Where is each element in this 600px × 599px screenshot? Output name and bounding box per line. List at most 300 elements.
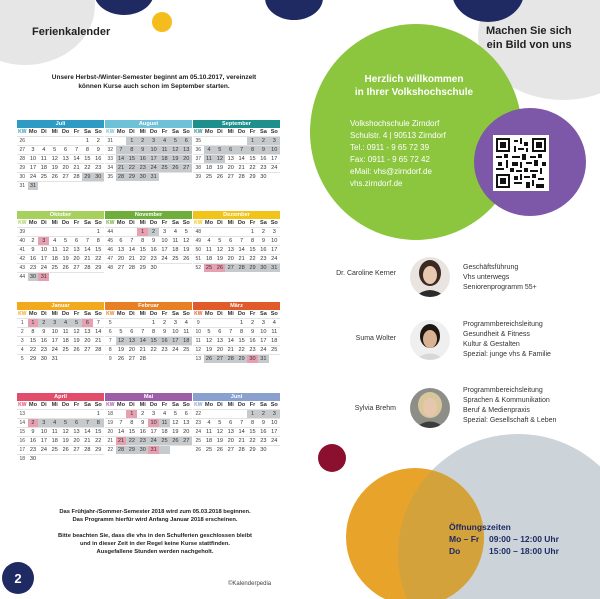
weekday-label: Do <box>149 311 158 317</box>
day-cell: 28 <box>238 447 245 453</box>
day-cell <box>170 446 181 454</box>
day-cell: 17 <box>260 338 267 344</box>
day-cell: 21 <box>116 437 127 445</box>
day-cell: 1 <box>152 320 156 326</box>
day-cell <box>269 355 280 363</box>
day-cell: 17 <box>271 247 278 253</box>
day-cell <box>38 410 49 418</box>
week-number: 33 <box>107 156 114 162</box>
day-cell <box>204 228 215 236</box>
address-phone[interactable]: Tel.: 0911 - 9 65 72 39 <box>350 143 430 152</box>
week-row <box>105 254 192 263</box>
day-cell <box>60 273 71 281</box>
day-cell: 23 <box>137 437 148 445</box>
weekday-label: Do <box>237 129 246 135</box>
day-cell <box>71 137 82 145</box>
day-cell: 26 <box>117 356 125 362</box>
day-cell <box>170 173 181 181</box>
day-cell: 24 <box>51 347 58 353</box>
month-name: Mai <box>105 393 192 401</box>
day-cell: 21 <box>95 338 102 344</box>
day-cell <box>82 410 93 418</box>
day-cell: 27 <box>214 355 225 363</box>
week-number: 11 <box>195 338 201 344</box>
week-number-header: KW <box>106 129 115 135</box>
day-cell <box>38 137 49 145</box>
week-row <box>193 145 280 154</box>
day-cell: 28 <box>95 347 102 353</box>
day-cell: 9 <box>137 146 148 154</box>
week-row <box>105 318 192 327</box>
day-cell: 12 <box>170 146 181 154</box>
day-cell: 22 <box>126 164 137 172</box>
day-cell: 24 <box>148 437 159 445</box>
weekday-header <box>17 128 104 136</box>
weekday-label: Do <box>61 129 70 135</box>
weekday-label: Di <box>217 311 223 317</box>
day-cell: 23 <box>29 265 37 271</box>
day-cell: 28 <box>225 355 236 363</box>
day-cell: 16 <box>159 337 170 345</box>
day-cell: 28 <box>238 174 245 180</box>
day-cell: 21 <box>73 165 80 171</box>
week-number: 46 <box>107 247 114 253</box>
page-title: Ferienkalender <box>32 26 111 38</box>
staff-role: Beruf & Medienpraxis <box>463 407 530 414</box>
note-line: Das Programm hierfür wird Anfang Januar 2018 erscheinen. <box>72 517 238 523</box>
day-cell <box>225 228 236 236</box>
day-cell: 28 <box>128 265 135 271</box>
weekday-label: Sa <box>171 220 179 226</box>
opening-hours-row <box>449 545 559 557</box>
note-spacer <box>20 524 290 532</box>
weekday-label: Do <box>61 220 70 226</box>
weekday-header <box>17 219 104 227</box>
day-cell <box>159 173 170 181</box>
day-cell <box>170 355 181 363</box>
month-calendar <box>105 393 192 454</box>
day-cell <box>181 355 192 363</box>
day-cell <box>60 410 71 418</box>
week-number: 34 <box>107 165 114 171</box>
day-cell <box>204 137 215 145</box>
day-cell: 17 <box>161 247 168 253</box>
day-cell: 20 <box>227 438 234 444</box>
day-cell: 15 <box>126 155 137 163</box>
week-row <box>193 136 280 145</box>
staff-role: Sprachen & Kommunikation <box>463 397 550 404</box>
day-cell: 16 <box>137 155 148 163</box>
day-cell <box>28 228 39 236</box>
weekday-label: Mi <box>139 311 146 317</box>
decor-circle-red <box>318 444 346 472</box>
day-cell: 6 <box>181 137 192 145</box>
day-cell: 2 <box>31 238 35 244</box>
week-number: 49 <box>195 238 202 244</box>
week-number-header: KW <box>106 220 115 226</box>
day-cell: 3 <box>148 137 159 145</box>
note-line: Das Frühjahr-/Sommer-Semester 2018 wird zum 05.03.2018 beginnen. <box>59 509 251 515</box>
week-number: 28 <box>19 156 26 162</box>
week-number: 40 <box>19 238 26 244</box>
week-number: 17 <box>19 447 26 453</box>
week-number: 25 <box>195 438 202 444</box>
day-cell: 5 <box>170 137 181 145</box>
weekday-label: Fr <box>249 129 256 135</box>
day-cell: 10 <box>161 238 168 244</box>
day-cell <box>82 228 93 236</box>
day-cell: 24 <box>161 256 168 262</box>
week-number: 7 <box>108 338 112 344</box>
weekday-label: Mi <box>139 220 146 226</box>
day-cell: 24 <box>40 447 47 453</box>
week-number: 6 <box>108 329 112 335</box>
day-cell: 15 <box>29 338 37 344</box>
weekday-label: Di <box>217 129 223 135</box>
month-name: August <box>105 120 192 128</box>
weekday-label: Fr <box>161 402 168 408</box>
day-cell: 12 <box>62 247 69 253</box>
address-line: Schulstr. 4 | 90513 Zirndorf <box>350 131 446 140</box>
day-cell <box>170 264 181 272</box>
day-cell: 6 <box>218 329 222 335</box>
weekday-label: Fr <box>73 220 80 226</box>
welcome-line: Herzlich willkommen <box>364 74 464 85</box>
day-cell: 3 <box>173 320 177 326</box>
week-number-header: KW <box>194 402 203 408</box>
day-cell: 13 <box>181 146 192 154</box>
day-cell: 25 <box>271 347 278 353</box>
week-number: 36 <box>195 147 202 153</box>
week-number: 5 <box>108 320 112 326</box>
day-cell: 27 <box>181 164 192 172</box>
month-name: September <box>193 120 280 128</box>
week-number: 22 <box>195 411 202 417</box>
day-cell: 14 <box>117 429 125 435</box>
qr-code-icon[interactable] <box>493 135 549 191</box>
day-cell: 2 <box>258 137 269 145</box>
day-cell: 21 <box>238 438 245 444</box>
day-cell: 15 <box>238 338 245 344</box>
day-cell: 7 <box>85 238 89 244</box>
day-cell: 14 <box>84 429 91 435</box>
week-number: 42 <box>19 256 26 262</box>
week-number: 44 <box>19 274 26 280</box>
day-cell <box>137 319 148 327</box>
weekday-header <box>193 401 280 409</box>
month-calendar <box>17 120 104 190</box>
day-cell: 20 <box>73 256 80 262</box>
day-cell <box>116 410 127 418</box>
week-row <box>193 318 280 327</box>
day-cell <box>236 410 247 418</box>
day-cell: 17 <box>148 155 159 163</box>
day-cell: 5 <box>214 146 225 154</box>
day-cell: 6 <box>130 329 134 335</box>
day-cell: 16 <box>260 156 267 162</box>
opening-hours <box>449 521 559 557</box>
decor-circle-navy <box>94 0 154 15</box>
weekday-label: Do <box>149 402 158 408</box>
day-cell: 6 <box>225 146 236 154</box>
day-cell: 6 <box>74 238 79 244</box>
week-row <box>105 136 192 145</box>
day-cell: 4 <box>207 238 211 244</box>
staff-role: Spezial: Gesellschaft & Leben <box>463 417 557 424</box>
week-number-header: KW <box>18 129 27 135</box>
day-cell <box>60 137 71 145</box>
day-cell: 3 <box>152 411 156 417</box>
day-cell: 29 <box>139 265 146 271</box>
week-row <box>193 345 280 354</box>
day-cell: 29 <box>249 447 256 453</box>
day-cell: 5 <box>207 329 211 335</box>
day-cell: 13 <box>216 338 223 344</box>
day-cell: 10 <box>51 329 58 335</box>
day-cell <box>49 455 60 463</box>
weekday-label: Do <box>149 129 158 135</box>
day-cell <box>49 182 60 190</box>
opening-hours-row <box>449 533 559 545</box>
week-number: 39 <box>195 174 202 180</box>
day-cell <box>49 273 60 281</box>
day-cell <box>60 228 71 236</box>
week-row <box>17 254 104 263</box>
day-cell: 13 <box>84 329 91 335</box>
day-cell <box>225 319 236 327</box>
weekday-label: Sa <box>259 220 267 226</box>
week-number-header: KW <box>18 311 27 317</box>
day-cell <box>225 137 236 145</box>
weekday-label: Di <box>41 402 47 408</box>
day-cell: 30 <box>137 173 148 181</box>
day-cell: 21 <box>84 256 91 262</box>
day-cell: 1 <box>247 137 258 145</box>
day-cell: 25 <box>159 437 170 445</box>
day-cell: 23 <box>260 165 267 171</box>
weekday-label: Sa <box>83 129 91 135</box>
weekday-label: Mi <box>139 129 146 135</box>
day-cell: 23 <box>137 164 148 172</box>
day-cell: 12 <box>183 238 190 244</box>
weekday-label: Mo <box>204 402 213 408</box>
staff-photo-avatar <box>410 388 450 428</box>
week-number: 3 <box>20 338 24 344</box>
day-cell <box>71 455 82 463</box>
day-cell: 6 <box>184 411 188 417</box>
day-cell: 31 <box>258 355 269 363</box>
day-cell <box>82 273 93 281</box>
day-cell: 8 <box>250 420 255 426</box>
day-cell: 15 <box>95 429 102 435</box>
weekday-label: Mo <box>28 220 37 226</box>
day-cell: 19 <box>73 338 80 344</box>
day-cell: 19 <box>216 438 223 444</box>
day-cell: 18 <box>40 165 47 171</box>
day-cell: 29 <box>247 264 258 272</box>
day-cell: 2 <box>137 137 148 145</box>
day-cell: 14 <box>128 247 135 253</box>
address-fax: Fax: 0911 - 9 65 72 42 <box>350 155 430 164</box>
day-cell <box>49 137 60 145</box>
week-number: 30 <box>19 174 26 180</box>
weekday-header <box>17 310 104 318</box>
day-cell: 5 <box>173 411 177 417</box>
day-cell <box>38 455 49 463</box>
month-name: April <box>17 393 104 401</box>
week-number: 47 <box>107 256 114 262</box>
day-cell <box>214 410 225 418</box>
day-cell: 25 <box>205 174 213 180</box>
weekday-label: Fr <box>249 402 256 408</box>
day-cell <box>126 228 137 236</box>
staff-roles <box>463 320 551 360</box>
week-number: 48 <box>107 265 114 271</box>
week-row <box>105 236 192 245</box>
weekday-label: Sa <box>83 402 91 408</box>
day-cell: 9 <box>42 329 46 335</box>
day-cell: 15 <box>249 429 256 435</box>
day-cell: 27 <box>227 174 234 180</box>
week-row <box>17 227 104 236</box>
staff-photo-avatar <box>410 320 450 360</box>
day-cell: 3 <box>38 237 49 245</box>
weekday-label: So <box>270 220 278 226</box>
day-cell: 2 <box>96 138 100 144</box>
weekday-label: Mi <box>227 129 234 135</box>
day-cell: 16 <box>249 338 256 344</box>
day-cell <box>214 319 225 327</box>
day-cell: 21 <box>139 347 146 353</box>
day-cell: 27 <box>117 265 125 271</box>
weekday-header <box>193 310 280 318</box>
weekday-label: So <box>94 402 102 408</box>
day-cell: 22 <box>95 256 102 262</box>
month-calendar <box>193 120 280 181</box>
day-cell: 22 <box>95 438 102 444</box>
day-cell: 4 <box>53 238 57 244</box>
weekday-label: Fr <box>73 129 80 135</box>
day-cell: 1 <box>96 229 100 235</box>
month-name: Januar <box>17 302 104 310</box>
day-cell: 21 <box>238 256 245 262</box>
week-number: 10 <box>195 329 202 335</box>
weekday-label: So <box>94 220 102 226</box>
week-number: 18 <box>19 456 26 462</box>
week-number: 51 <box>195 256 202 262</box>
day-cell: 5 <box>53 147 57 153</box>
address-email[interactable]: eMail: vhs@zirndorf.de <box>350 167 432 176</box>
day-cell: 10 <box>148 419 159 427</box>
week-row <box>17 354 104 363</box>
day-cell: 19 <box>117 347 125 353</box>
week-number: 4 <box>20 347 24 353</box>
weekday-header <box>105 128 192 136</box>
day-cell: 1 <box>240 320 244 326</box>
day-cell: 4 <box>272 320 276 326</box>
day-cell: 22 <box>126 437 137 445</box>
day-cell: 7 <box>74 147 79 153</box>
day-cell: 8 <box>93 419 104 427</box>
day-cell: 13 <box>183 420 190 426</box>
week-row <box>193 236 280 245</box>
day-cell: 24 <box>260 347 267 353</box>
day-cell: 6 <box>229 238 233 244</box>
day-cell: 11 <box>204 155 215 163</box>
weekday-label: Fr <box>161 311 168 317</box>
day-cell: 19 <box>183 247 190 253</box>
week-number: 41 <box>19 247 26 253</box>
week-number-header: KW <box>194 311 203 317</box>
staff-role: Spezial: junge vhs & Familie <box>463 351 551 358</box>
day-cell: 11 <box>183 329 190 335</box>
weekday-label: Fr <box>73 402 80 408</box>
day-cell: 14 <box>95 329 102 335</box>
day-cell: 11 <box>62 329 69 335</box>
day-cell: 25 <box>204 264 215 272</box>
note-line: Bitte beachten Sie, dass die vhs in den Schulferien geschlossen bleibt <box>58 533 252 539</box>
week-number: 5 <box>20 356 24 362</box>
week-row <box>17 172 104 181</box>
day-cell: 28 <box>116 446 127 454</box>
day-cell: 24 <box>271 438 278 444</box>
day-cell <box>214 228 225 236</box>
day-cell: 19 <box>62 256 69 262</box>
day-cell: 3 <box>49 319 60 327</box>
week-row <box>193 436 280 445</box>
day-cell: 23 <box>161 347 168 353</box>
day-cell: 9 <box>31 429 35 435</box>
address-website[interactable]: vhs.zirndorf.de <box>350 179 403 188</box>
week-row <box>17 272 104 281</box>
day-cell: 18 <box>51 256 58 262</box>
day-cell: 17 <box>271 429 278 435</box>
day-cell: 13 <box>117 247 125 253</box>
weekday-label: Di <box>129 220 135 226</box>
day-cell: 4 <box>204 146 215 154</box>
week-number: 13 <box>195 356 202 362</box>
day-cell: 5 <box>218 238 222 244</box>
week-row <box>193 418 280 427</box>
day-cell <box>269 173 280 181</box>
day-cell: 5 <box>119 329 123 335</box>
day-cell: 14 <box>84 247 91 253</box>
month-name: Juli <box>17 120 104 128</box>
day-cell: 9 <box>31 247 35 253</box>
day-cell: 3 <box>269 137 280 145</box>
weekday-label: Do <box>149 220 158 226</box>
day-cell: 9 <box>261 420 265 426</box>
week-number: 45 <box>107 238 114 244</box>
day-cell: 16 <box>150 247 157 253</box>
day-cell: 23 <box>95 165 102 171</box>
note-line: und in dieser Zeit in der Regel keine Kurse stattfinden. <box>79 541 231 547</box>
day-cell <box>71 273 82 281</box>
day-cell: 28 <box>84 447 91 453</box>
week-row <box>17 263 104 272</box>
weekday-label: Mi <box>227 402 234 408</box>
staff-role: Kultur & Gestalten <box>463 341 520 348</box>
day-cell: 20 <box>227 165 234 171</box>
week-row <box>193 163 280 172</box>
week-number: 26 <box>195 447 202 453</box>
weekday-label: Di <box>41 220 47 226</box>
day-cell: 18 <box>205 256 213 262</box>
week-row <box>17 345 104 354</box>
day-cell: 27 <box>225 264 236 272</box>
opening-day: Mo – Fr <box>449 534 480 544</box>
month-calendar <box>193 211 280 272</box>
